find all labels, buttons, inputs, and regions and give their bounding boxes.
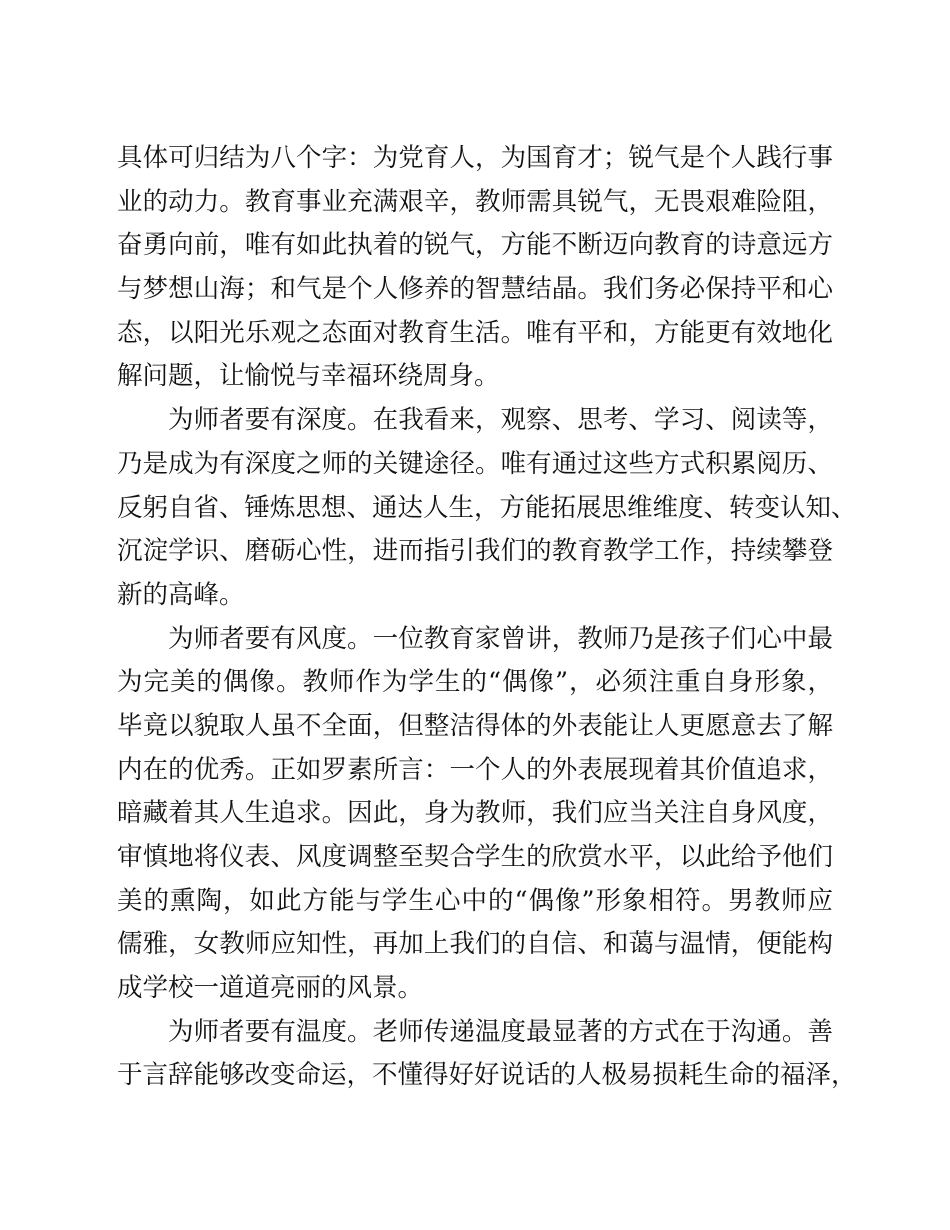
text-line: 具体可归结为八个字：为党育人，为国育才；锐气是个人践行事 (117, 143, 833, 173)
text-line: 儒雅，女教师应知性，再加上我们的自信、和蔼与温情，便能构 (117, 929, 833, 960)
text-line: 业的动力。教育事业充满艰辛，教师需具锐气，无畏艰难险阻， (117, 186, 833, 217)
text-line: 与梦想山海；和气是个人修养的智慧结晶。我们务必保持平和心 (117, 274, 833, 305)
text-line: 奋勇向前，唯有如此执着的锐气，方能不断迈向教育的诗意远方 (117, 230, 833, 261)
text-line: 乃是成为有深度之师的关键途径。唯有通过这些方式积累阅历、 (117, 448, 833, 479)
text-line: 态，以阳光乐观之态面对教育生活。唯有平和，方能更有效地化 (117, 317, 833, 348)
document-body (117, 137, 857, 1098)
text-line: 沉淀学识、磨砺心性，进而指引我们的教育教学工作，持续攀登 (117, 536, 833, 567)
text-line: 解问题，让愉悦与幸福环绕周身。 (117, 361, 500, 392)
text-line: 毕竟以貌取人虽不全面，但整洁得体的外表能让人更愿意去了解 (117, 710, 833, 741)
text-line: 美的熏陶，如此方能与学生心中的“偶像”形象相符。男教师应 (117, 885, 833, 916)
text-line: 为师者要有温度。老师传递温度最显著的方式在于沟通。善 (168, 1016, 833, 1047)
text-line: 为师者要有深度。在我看来，观察、思考、学习、阅读等， (168, 405, 833, 436)
text-line: 为师者要有风度。一位教育家曾讲，教师乃是孩子们心中最 (168, 623, 833, 654)
text-line: 新的高峰。 (117, 579, 245, 610)
text-line: 为完美的偶像。教师作为学生的“偶像”，必须注重自身形象， (117, 667, 833, 698)
text-line: 审慎地将仪表、风度调整至契合学生的欣赏水平，以此给予他们 (117, 842, 833, 872)
text-line: 于言辞能够改变命运，不懂得好好说话的人极易损耗生命的福泽， (117, 1060, 857, 1091)
text-line: 内在的优秀。正如罗素所言：一个人的外表展现着其价值追求， (117, 754, 833, 785)
text-line: 暗藏着其人生追求。因此，身为教师，我们应当关注自身风度， (117, 798, 833, 829)
text-line: 成学校一道道亮丽的风景。 (117, 973, 424, 1004)
text-line: 反躬自省、锤炼思想、通达人生，方能拓展思维维度、转变认知、 (117, 492, 857, 523)
